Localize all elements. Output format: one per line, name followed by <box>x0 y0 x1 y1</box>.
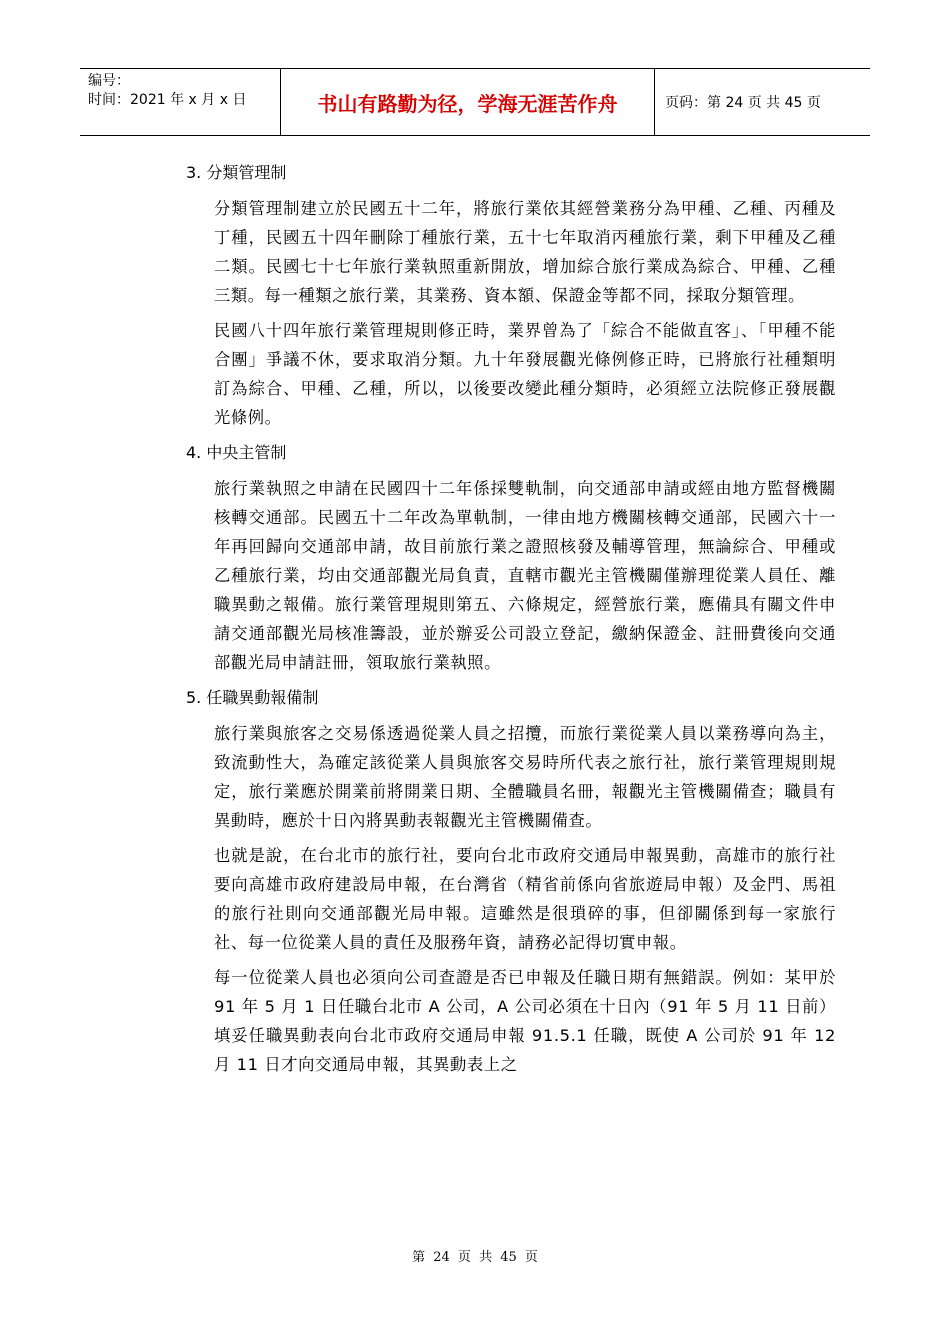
page-footer: 第 24 页 共 45 页 <box>412 1250 538 1265</box>
header-page-label: 页码：第 24 页 共 45 页 <box>665 95 821 111</box>
document-header <box>80 68 870 136</box>
section-heading: 5. 任職異動報備制 <box>186 688 319 707</box>
header-meta <box>80 69 281 135</box>
section-paragraph: 分類管理制建立於民國五十二年，將旅行業依其經營業務分為甲種、乙種、丙種及丁種，民國五十四年刪除丁種旅行業，五十七年取消丙種旅行業，剩下甲種及乙種二類。民國七十七年旅行業執照重新開放，增加綜合旅行業成為綜合、甲種、乙種三類。每一種類之旅行業，其業務、資本額、保證金等都不同，採取分類管理。 <box>214 199 836 305</box>
header-number-label: 编号： <box>88 73 130 89</box>
section-heading: 3. 分類管理制 <box>186 163 287 182</box>
section-paragraph: 旅行業與旅客之交易係透過從業人員之招攬，而旅行業從業人員以業務導向為主，致流動性大，為確定該從業人員與旅客交易時所代表之旅行社，旅行業管理規則規定，旅行業應於開業前將開業日期、全體職員名冊，報觀光主管機關備查；職員有異動時，應於十日內將異動表報觀光主管機關備查。 <box>214 724 836 830</box>
header-time-label: 时间：2021 年 x 月 x 日 <box>88 92 247 108</box>
section-paragraph: 民國八十四年旅行業管理規則修正時，業界曾為了「綜合不能做直客」、「甲種不能合團」爭議不休，要求取消分類。九十年發展觀光條例修正時，已將旅行社種類明訂為綜合、甲種、乙種，所以，以後要改變此種分類時，必須經立法院修正發展觀光條例。 <box>214 321 836 427</box>
section-heading: 4. 中央主管制 <box>186 443 287 462</box>
header-motto: 书山有路勤为径，学海无涯苦作舟 <box>281 69 655 135</box>
section-paragraph: 每一位從業人員也必須向公司查證是否已申報及任職日期有無錯誤。例如：某甲於 91 年 5 月 1 日任職台北市 A 公司，A 公司必須在十日內（91 年 5 月 11 日前）填妥任職異動表向台北市政府交通局申報 91.5.1 任職，既使 A 公司於 91 年 12 月 11 日才向交通局申報，其異動表上之 <box>214 968 836 1074</box>
section-paragraph: 也就是說，在台北市的旅行社，要向台北市政府交通局申報異動，高雄市的旅行社要向高雄市政府建設局申報，在台灣省（精省前係向省旅遊局申報）及金門、馬祖的旅行社則向交通部觀光局申報。這雖然是很瑣碎的事，但卻關係到每一家旅行社、每一位從業人員的責任及服務年資，請務必記得切實申報。 <box>214 846 836 952</box>
section-paragraph: 旅行業執照之申請在民國四十二年係採雙軌制，向交通部申請或經由地方監督機關核轉交通部。民國五十二年改為單軌制，一律由地方機關核轉交通部，民國六十一年再回歸向交通部申請，故目前旅行業之證照核發及輔導管理，無論綜合、甲種或乙種旅行業，均由交通部觀光局負責，直轄市觀光主管機關僅辦理從業人員任、離職異動之報備。旅行業管理規則第五、六條規定，經營旅行業，應備具有關文件申請交通部觀光局核准籌設，並於辦妥公司設立登記，繳納保證金、註冊費後向交通部觀光局申請註冊，領取旅行業執照。 <box>214 479 836 672</box>
document-body <box>186 158 836 1085</box>
